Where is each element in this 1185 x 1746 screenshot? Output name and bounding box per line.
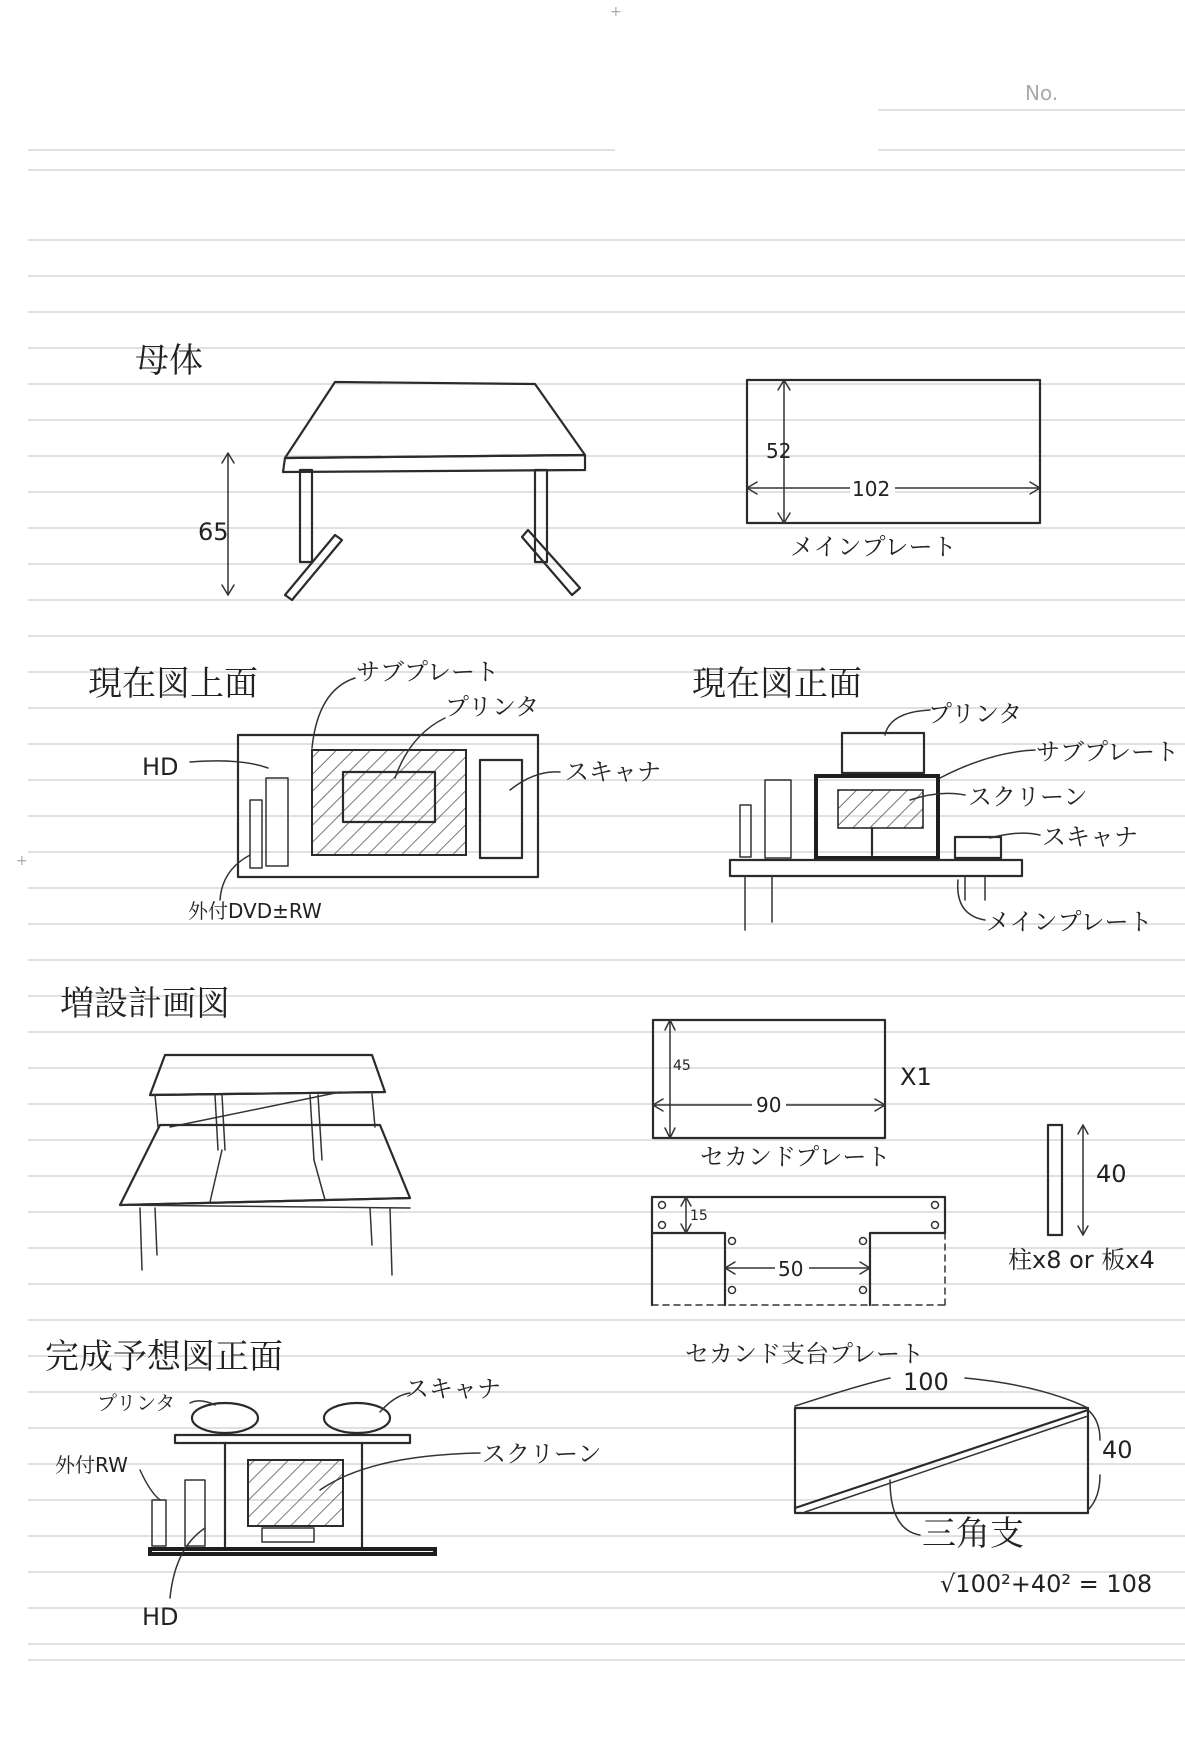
completion-hd-label: HD [142, 1603, 179, 1631]
triangle-label: 三角支 [922, 1514, 1024, 1554]
triangle-height-value: 40 [1102, 1436, 1133, 1464]
current-top-section [88, 658, 661, 923]
expanded-desk-sketch [120, 1055, 410, 1275]
completion-section [45, 1337, 1152, 1631]
current-front-section [692, 664, 1179, 936]
second-plate-sketch [653, 1020, 932, 1171]
triangle-width-value: 100 [903, 1368, 949, 1396]
second-plate-depth-value: 45 [673, 1058, 691, 1074]
completion-front-sketch [55, 1375, 602, 1631]
completion-screen-label: スクリーン [482, 1440, 602, 1468]
triangle-brace-sketch [795, 1368, 1152, 1598]
body-section [135, 341, 1040, 600]
ext-drive-label: 外付DVD±RW [188, 899, 322, 923]
completion-title: 完成予想図正面 [45, 1337, 283, 1377]
completion-scanner-label: スキャナ [405, 1375, 501, 1403]
pillar-label: 柱x8 or 板x4 [1008, 1246, 1155, 1274]
completion-printer-label: プリンタ [97, 1391, 176, 1415]
desk-height-value: 65 [198, 518, 229, 546]
desk-sketch [198, 382, 585, 600]
pillar-sketch [1008, 1125, 1155, 1274]
stand-plate-sketch [652, 1197, 945, 1368]
front-screen-label: スクリーン [968, 783, 1088, 811]
printer-label: プリンタ [445, 693, 540, 721]
second-plate-count: X1 [900, 1063, 932, 1091]
registration-mark: + [610, 4, 622, 20]
front-printer-label: プリンタ [928, 700, 1023, 728]
main-plate-sketch [747, 380, 1040, 561]
front-sub-plate-label: サブプレート [1036, 738, 1180, 766]
page-number-label: No. [1025, 81, 1059, 105]
main-plate-width-value: 102 [852, 477, 891, 501]
registration-mark: + [16, 853, 28, 869]
hd-label: HD [142, 753, 179, 781]
sub-plate-label: サブプレート [356, 658, 500, 686]
current-top-title: 現在図上面 [88, 664, 258, 704]
ruled-lines [16, 4, 1185, 1660]
expansion-title: 増設計画図 [60, 984, 230, 1024]
stand-margin-value: 15 [690, 1208, 708, 1224]
hypotenuse-formula: √100²+40² = 108 [940, 1570, 1153, 1598]
second-plate-width-value: 90 [756, 1093, 782, 1117]
front-scanner-label: スキャナ [1042, 823, 1138, 851]
main-plate-depth-value: 52 [766, 439, 792, 463]
scanner-label: スキャナ [565, 758, 661, 786]
pillar-height-value: 40 [1096, 1160, 1127, 1188]
second-plate-label: セカンドプレート [700, 1143, 891, 1171]
body-title: 母体 [135, 341, 203, 381]
current-front-title: 現在図正面 [692, 664, 862, 704]
main-plate-label: メインプレート [790, 533, 957, 561]
completion-ext-rw-label: 外付RW [55, 1453, 128, 1477]
front-main-plate-label: メインプレート [986, 908, 1153, 936]
stand-gap-value: 50 [778, 1257, 804, 1281]
stand-plate-label: セカンド支台プレート [685, 1340, 925, 1368]
